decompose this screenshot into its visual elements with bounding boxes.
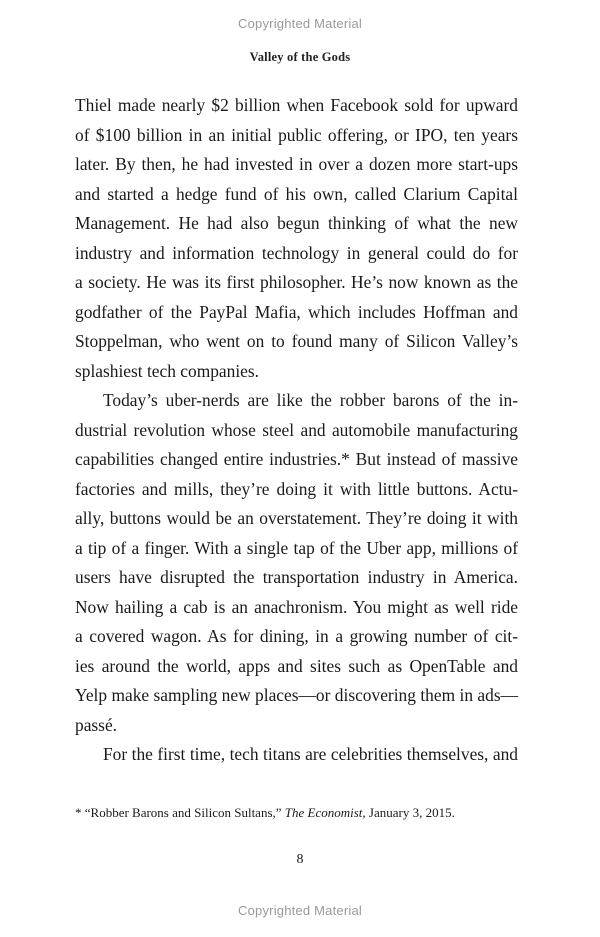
watermark-bottom: Copyrighted Material bbox=[238, 903, 362, 918]
text-line: ies around the world, apps and sites such as OpenTable and bbox=[75, 655, 518, 676]
footnote-date: January 3, 2015. bbox=[365, 805, 455, 820]
text-line: Stoppelman, who went on to found many of Silicon Valley’s bbox=[75, 331, 518, 351]
footnote-publication: The Economist, bbox=[284, 805, 366, 820]
text-line: passé. bbox=[75, 714, 118, 735]
text-line: ally, buttons would be an overstatement. They’re doing it with bbox=[75, 508, 518, 528]
text-line: factories and mills, they’re doing it with little buttons. Actu- bbox=[75, 478, 518, 499]
body-text bbox=[75, 91, 518, 770]
text-line: later. By then, he had invested in over a dozen more start-ups bbox=[75, 154, 518, 174]
text-line: Management. He had also begun thinking of what the new bbox=[75, 213, 518, 233]
footnote bbox=[75, 804, 518, 822]
text-line: godfather of the PayPal Mafia, which includes Hoffman and bbox=[75, 301, 518, 322]
watermark-top: Copyrighted Material bbox=[238, 16, 362, 31]
text-line: Thiel made nearly $2 billion when Facebook sold for upward bbox=[75, 95, 518, 115]
text-line: a society. He was its first philosopher. He’s now known as the bbox=[75, 272, 518, 292]
text-line: dustrial revolution whose steel and automobile manufacturing bbox=[75, 419, 518, 440]
text-line: and started a hedge fund of his own, called Clarium Capital bbox=[75, 183, 518, 204]
text-line: Yelp make sampling new places—or discovering them in ads— bbox=[75, 685, 518, 705]
running-head: Valley of the Gods bbox=[249, 50, 351, 64]
text-line: a covered wagon. As for dining, in a growing number of cit- bbox=[75, 626, 518, 646]
text-line: Now hailing a cab is an anachronism. You might as well ride bbox=[75, 596, 518, 617]
text-line: of $100 billion in an initial public offering, or IPO, ten years bbox=[75, 124, 518, 145]
page-number: 8 bbox=[296, 852, 304, 867]
footnote-text: * “Robber Barons and Silicon Sultans,” bbox=[75, 805, 285, 820]
text-line: splashiest tech companies. bbox=[75, 360, 260, 381]
text-line: capabilities changed entire industries.* But instead of massive bbox=[75, 449, 518, 469]
text-line: a tip of a finger. With a single tap of the Uber app, millions of bbox=[75, 537, 518, 558]
text-line: Today’s uber-nerds are like the robber barons of the in- bbox=[103, 390, 518, 410]
text-line: industry and information technology in general could do for bbox=[75, 242, 518, 263]
text-line: For the first time, tech titans are celebrities themselves, and bbox=[103, 744, 518, 764]
text-line: users have disrupted the transportation industry in America. bbox=[75, 567, 518, 587]
